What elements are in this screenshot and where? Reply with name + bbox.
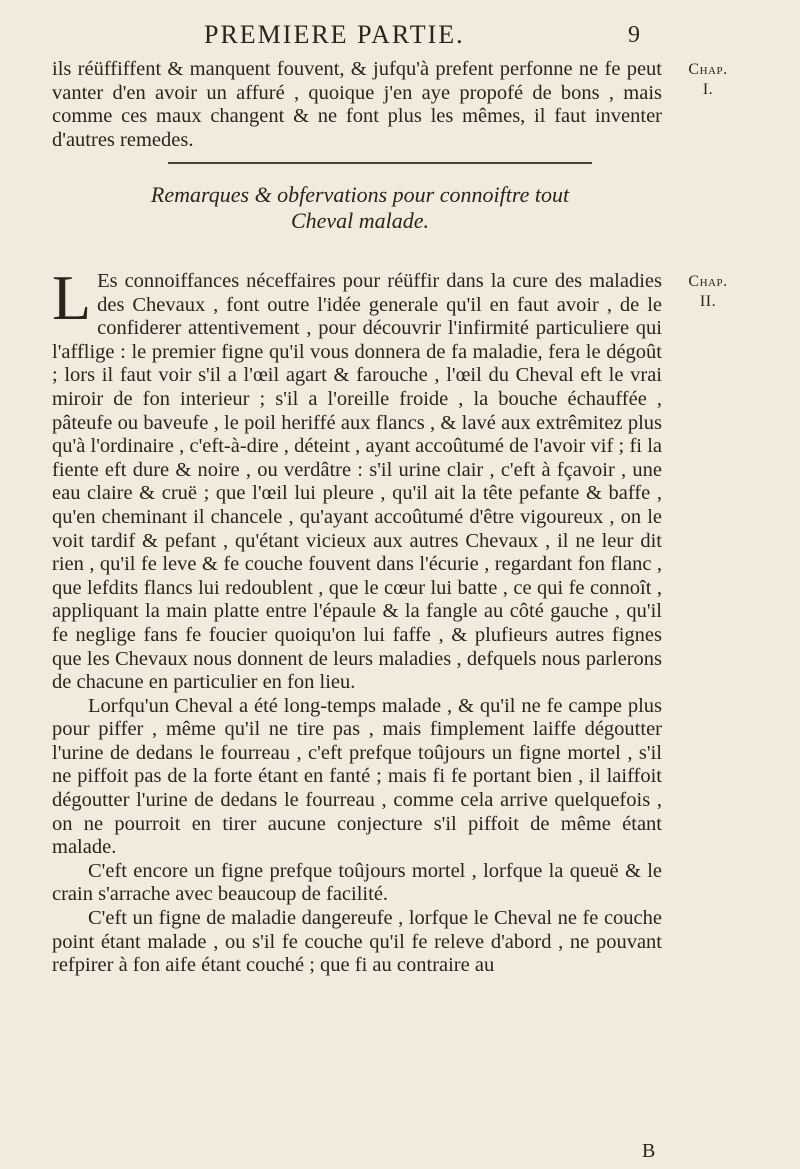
margin-note-chapter-2 (680, 272, 736, 312)
running-head (0, 20, 800, 54)
margin-note-label: Chap. (688, 61, 728, 78)
section-heading-line-2: Cheval malade. (290, 208, 430, 233)
margin-note-label: Chap. (688, 273, 728, 290)
signature-mark: B (642, 1140, 656, 1162)
top-paragraph-block (52, 58, 662, 152)
paragraph-4: C'eft un figne de maladie dangereufe , lorfque le Cheval ne fe couche point étant malade , ou s'il fe couche qu'il fe releve d'abord , ne pouvant refpirer à fon aife étant couché ; que fi au contraire au (52, 907, 662, 977)
main-text-block (52, 262, 662, 978)
section-divider-rule (168, 162, 592, 164)
margin-note-number: I. (702, 81, 714, 98)
paragraph-1 (52, 262, 662, 695)
paragraph-1-text: Es connoiffances néceffaires pour réüffir dans la cure des maladies des Chevaux , font outre l'idée generale qu'il en faut avoir , de le confiderer attentivement , pour découvrir l'infirmité particuliere qui l'afflige : le premier figne qu'il vous donnera de fa maladie, fera le dégoût ; lors il faut voir s'il a l'œil agart & farouche , l'œil du Cheval eft le vrai miroir de fon interieur ; s'il a l'oreille froide , la bouche échauffée , pâteufe ou baveufe , le poil heriffé aux flancs , & lavé aux extrêmitez plus qu'à l'ordinaire , c'eft-à-dire , déteint , ayant accoûtumé de l'avoir vif ; fi la fiente eft dure & noire , ou verdâtre : s'il urine clair , c'eft à fçavoir , une eau claire & cruë ; que l'œil lui pleure , qu'il ait la tête pefante & baffe , qu'en cheminant il chancele , qu'ayant accoûtumé d'être vigoureux , on le voit tardif & pefant , qu'étant vicieux aux autres Chevaux , il ne leur dit rien , qu'il fe leve & fe couche fouvent dans l'écurie , regardant fon flanc , que lefdits flancs lui redoublent , que le cœur lui batte , ce qui fe connoît , appliquant la main platte entre l'épaule & la fangle au côté gauche , qu'il fe neglige fans fe foucier quoiqu'on lui faffe , & plufieurs autres fignes que les Chevaux nous donnent de leurs maladies , defquels nous parlerons de chacune en particulier en fon lieu. (52, 270, 662, 694)
top-paragraph: ils réüffiffent & manquent fouvent, & jufqu'à prefent perfonne ne fe peut vanter d'en avoir un affuré , quoique j'en aye propofé de bons , mais comme ces maux changent & ne font plus les mêmes, il faut inventer d'autres remedes. (52, 58, 662, 151)
margin-note-number: II. (699, 293, 717, 310)
section-heading (100, 182, 620, 234)
paragraph-2: Lorfqu'un Cheval a été long-temps malade , & qu'il ne fe campe plus pour piffer , même qu'il ne tire pas , mais fimplement laiffe dégoutter l'urine de dedans le fourreau , c'eft prefque toûjours un figne mortel , s'il ne piffoit pas de la forte étant en fanté ; mais fi fe portant bien , il laiffoit dégoutter l'urine de dedans le fourreau , comme cela arrive quelquefois , on ne pourroit en tirer aucune conjecture s'il piffoit de même étant malade. (52, 694, 662, 859)
running-title: PREMIERE PARTIE. (204, 20, 465, 49)
margin-note-chapter-1 (680, 60, 736, 100)
paragraph-3: C'eft encore un figne prefque toûjours mortel , lorfque la queuë & le crain s'arrache avec beaucoup de facilité. (52, 859, 662, 906)
page-number: 9 (628, 22, 640, 48)
drop-cap: L (52, 262, 92, 333)
section-heading-line-1: Remarques & obfervations pour connoiftre tout (150, 182, 570, 207)
